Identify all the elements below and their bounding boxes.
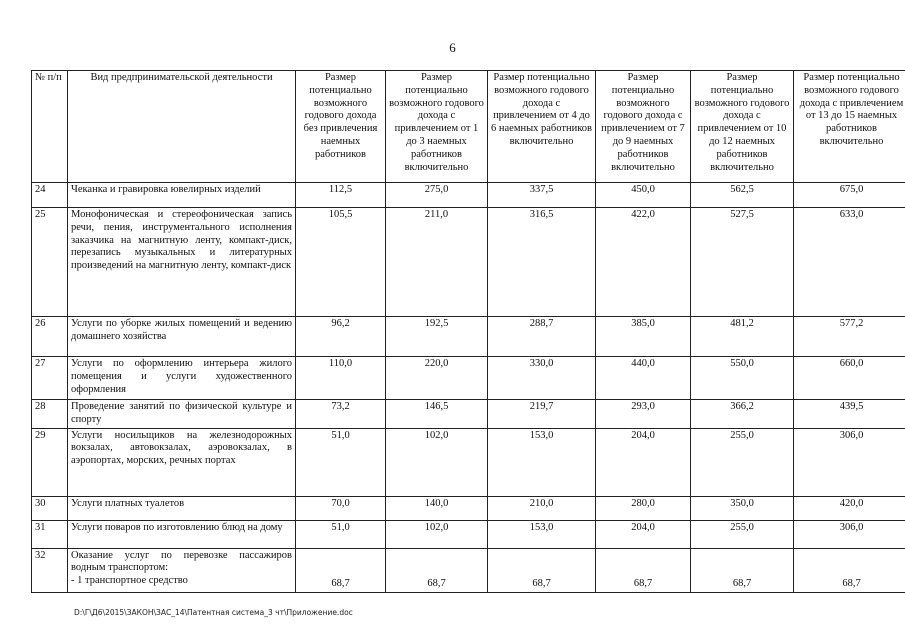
income-value: 153,0 [488,520,596,548]
income-value: 204,0 [596,428,691,496]
table-row [32,496,905,520]
income-value: 440,0 [596,357,691,400]
income-value: 350,0 [691,496,794,520]
activity-name: Монофоническая и стереофоническая запись речи, пения, инструментального исполнения заказчика на магнитную ленту, компакт-диск, перезапись музыкальных и литературных произведений на магнитную ленту, компакт-диск [68,208,296,317]
income-value: 675,0 [794,183,905,208]
column-header: Размер потенциально возможного годового дохода с привлечением от 7 до 9 наемных работников включительно [596,71,691,183]
income-value: 562,5 [691,183,794,208]
income-value: 280,0 [596,496,691,520]
activity-name: Услуги носильщиков на железнодорожных вокзалах, автовокзалах, аэровокзалах, в аэропортах, морских, речных портах [68,428,296,496]
income-value: 316,5 [488,208,596,317]
income-value: 210,0 [488,496,596,520]
income-value: 192,5 [386,317,488,357]
income-value: 439,5 [794,400,905,429]
column-header: Вид предпринимательской деятельности [68,71,296,183]
income-value: 220,0 [386,357,488,400]
table-row [32,428,905,496]
row-number: 29 [32,428,68,496]
table-body [32,183,905,593]
income-value: 275,0 [386,183,488,208]
income-value: 306,0 [794,520,905,548]
income-value: 550,0 [691,357,794,400]
row-number: 31 [32,520,68,548]
activity-sub-item: - 1 транспортное средство [71,575,188,587]
income-value: 68,7 [794,548,905,592]
activity-name: Чеканка и гравировка ювелирных изделий [68,183,296,208]
income-value: 102,0 [386,428,488,496]
table-header-row [32,71,905,183]
table-row [32,400,905,429]
income-value: 68,7 [386,548,488,592]
income-value: 420,0 [794,496,905,520]
income-value: 70,0 [296,496,386,520]
row-number: 27 [32,357,68,400]
table-row [32,317,905,357]
activity-name-main: Оказание услуг по перевозке пассажиров водным транспортом: [71,549,292,574]
income-value: 68,7 [296,548,386,592]
table-row [32,183,905,208]
income-value: 211,0 [386,208,488,317]
page-number: 6 [449,40,456,55]
income-value: 366,2 [691,400,794,429]
column-header: Размер потенциально возможного годового дохода без привлечения наемных работников [296,71,386,183]
income-value: 385,0 [596,317,691,357]
income-value: 337,5 [488,183,596,208]
income-value: 140,0 [386,496,488,520]
income-value: 422,0 [596,208,691,317]
activity-name: Проведение занятий по физической культуре и спорту [68,400,296,429]
income-value: 51,0 [296,520,386,548]
activity-name [68,548,296,592]
income-value: 306,0 [794,428,905,496]
row-number: 30 [32,496,68,520]
income-value: 153,0 [488,428,596,496]
activity-name: Услуги по уборке жилых помещений и ведению домашнего хозяйства [68,317,296,357]
income-value: 255,0 [691,428,794,496]
column-header: Размер потенциально возможного годового дохода с привлечением от 4 до 6 наемных работников включительно [488,71,596,183]
patent-income-table [31,70,905,593]
row-number: 24 [32,183,68,208]
income-value: 288,7 [488,317,596,357]
income-value: 660,0 [794,357,905,400]
table-row [32,208,905,317]
income-value: 255,0 [691,520,794,548]
income-value: 73,2 [296,400,386,429]
income-value: 146,5 [386,400,488,429]
income-value: 51,0 [296,428,386,496]
row-number: 25 [32,208,68,317]
income-value: 481,2 [691,317,794,357]
activity-name: Услуги по оформлению интерьера жилого помещения и услуги художественного оформления [68,357,296,400]
income-value: 633,0 [794,208,905,317]
income-value: 204,0 [596,520,691,548]
income-value: 577,2 [794,317,905,357]
income-value: 219,7 [488,400,596,429]
column-header: № п/п [32,71,68,183]
activity-name: Услуги платных туалетов [68,496,296,520]
column-header: Размер потенциально возможного годового дохода с привлечением от 1 до 3 наемных работников включительно [386,71,488,183]
income-value: 112,5 [296,183,386,208]
income-value: 68,7 [488,548,596,592]
income-value: 330,0 [488,357,596,400]
income-value: 110,0 [296,357,386,400]
income-value: 527,5 [691,208,794,317]
row-number: 26 [32,317,68,357]
activity-name: Услуги поваров по изготовлению блюд на дому [68,520,296,548]
column-header: Размер потенциально возможного годового дохода с привлечением от 13 до 15 наемных работников включительно [794,71,905,183]
income-value: 450,0 [596,183,691,208]
row-number: 28 [32,400,68,429]
income-value: 68,7 [596,548,691,592]
income-value: 68,7 [691,548,794,592]
table-row [32,548,905,592]
income-value: 293,0 [596,400,691,429]
row-number: 32 [32,548,68,592]
document-file-path: D:\Г\Д6\2015\ЗАКОН\ЗАС_14\Патентная система_3 чт\Приложение.doc [74,608,353,617]
table-row [32,357,905,400]
income-value: 105,5 [296,208,386,317]
table-row [32,520,905,548]
income-value: 102,0 [386,520,488,548]
column-header: Размер потенциально возможного годового дохода с привлечением от 10 до 12 наемных работников включительно [691,71,794,183]
income-value: 96,2 [296,317,386,357]
